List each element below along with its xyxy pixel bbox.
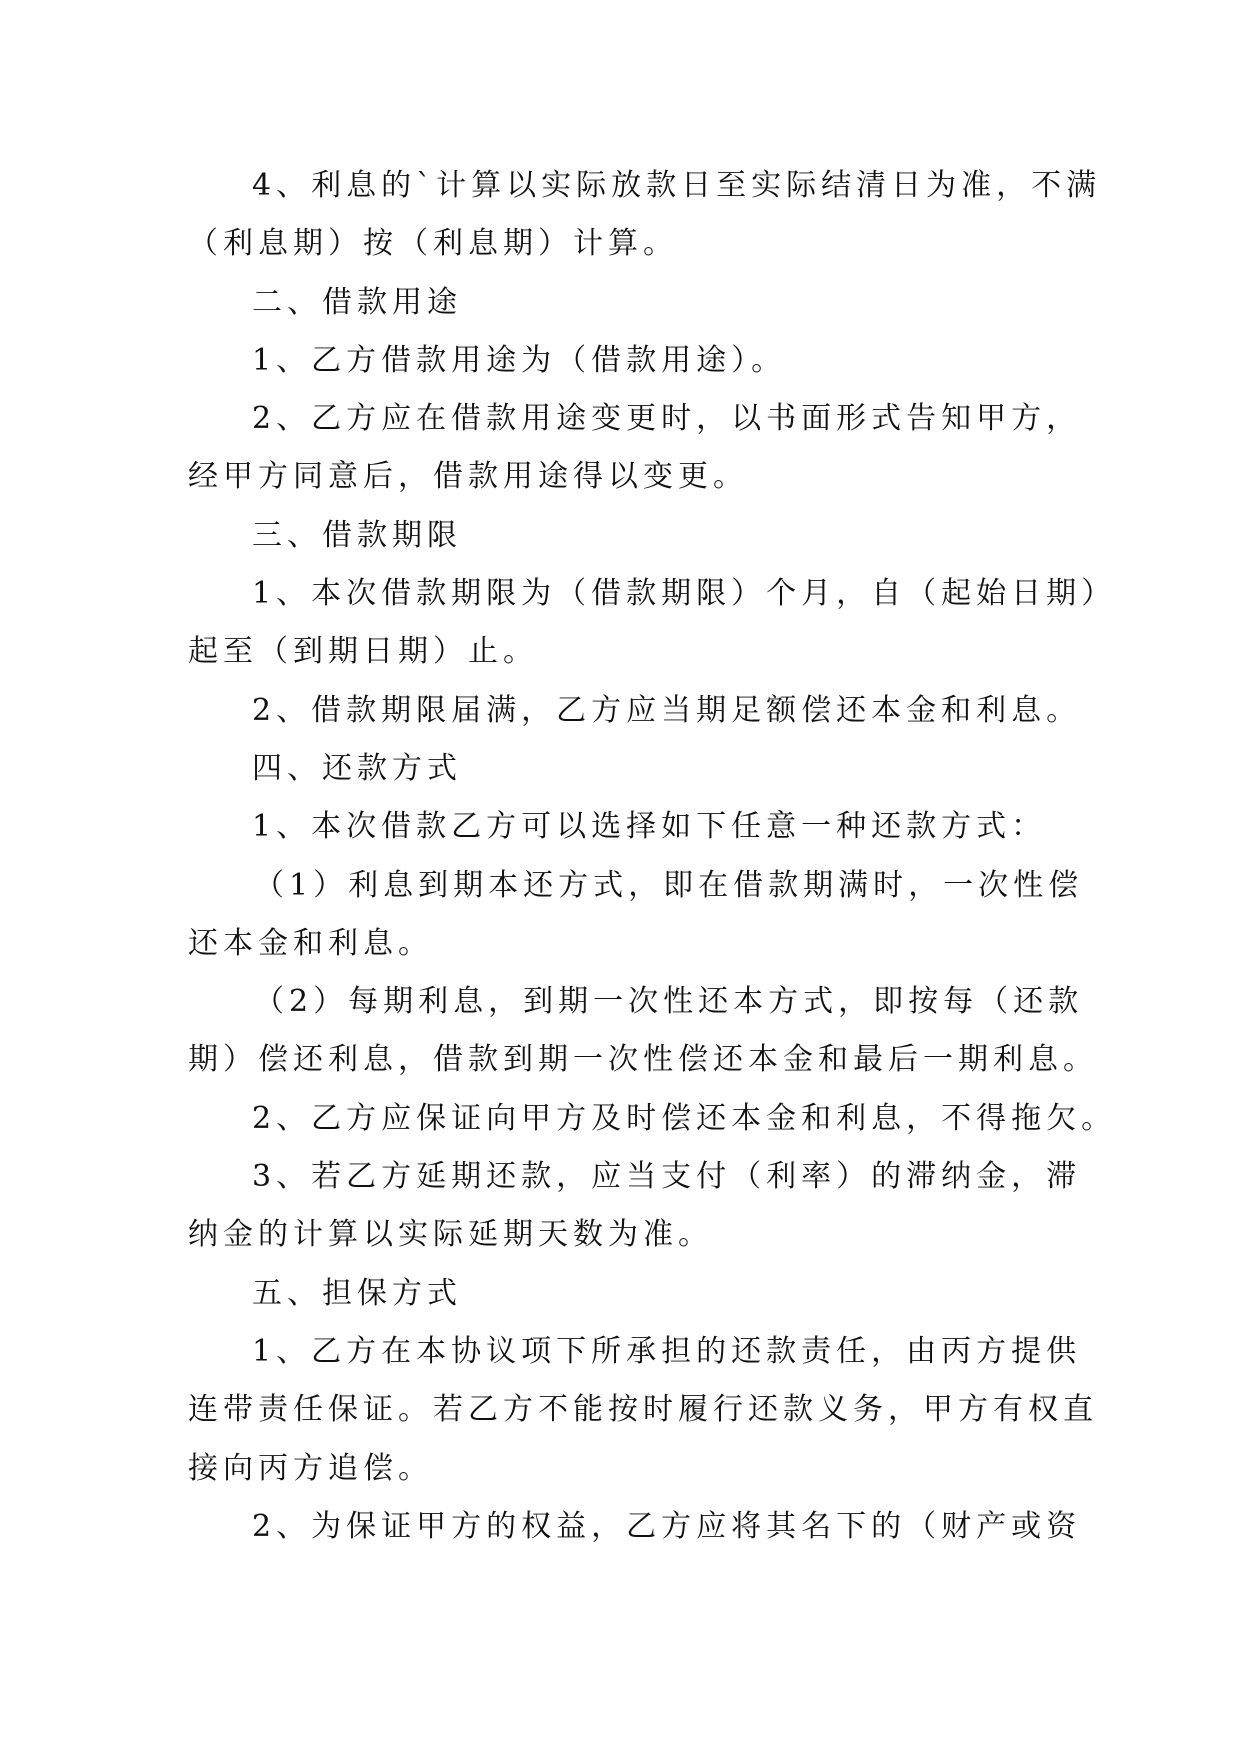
text-line: 还本金和利息。: [188, 925, 433, 961]
text-line: 1、乙方借款用途为（借款用途）。: [252, 342, 787, 378]
section-heading: 二、借款用途: [252, 284, 462, 320]
text-line: 1、乙方在本协议项下所承担的还款责任，由丙方提供: [252, 1333, 1082, 1369]
text-line: 连带责任保证。若乙方不能按时履行还款义务，甲方有权直: [188, 1392, 1098, 1428]
text-line: 2、乙方应在借款用途变更时，以书面形式告知甲方，: [252, 401, 1082, 437]
text-line: （1）利息到期本还方式，即在借款期满时，一次性偿: [254, 867, 1084, 903]
text-line: （2）每期利息，到期一次性还本方式，即按每（还款: [254, 984, 1084, 1020]
text-line: 4、利息的`计算以实际放款日至实际结清日为准，不满: [252, 168, 1102, 203]
text-line: 接向丙方追偿。: [188, 1450, 433, 1486]
text-line: 1、本次借款期限为（借款期限）个月，自（起始日期）: [252, 576, 1117, 612]
text-line: 纳金的计算以实际延期天数为准。: [188, 1217, 713, 1253]
text-line: 期）偿还利息，借款到期一次性偿还本金和最后一期利息。: [188, 1042, 1098, 1078]
text-line: 2、乙方应保证向甲方及时偿还本金和利息，不得拖欠。: [252, 1100, 1117, 1136]
text-line: 起至（到期日期）止。: [188, 634, 538, 670]
text-line: （利息期）按（利息期）计算。: [188, 226, 678, 262]
document-page: [188, 157, 1117, 1556]
text-line: 2、借款期限届满，乙方应当期足额偿还本金和利息。: [252, 692, 1082, 728]
section-heading: 四、还款方式: [252, 750, 462, 786]
section-heading: 三、借款期限: [252, 517, 462, 553]
text-line: 经甲方同意后，借款用途得以变更。: [188, 459, 748, 495]
text-line: 1、本次借款乙方可以选择如下任意一种还款方式：: [252, 809, 1047, 845]
section-heading: 五、担保方式: [252, 1275, 462, 1311]
text-line: 2、为保证甲方的权益，乙方应将其名下的（财产或资: [252, 1508, 1082, 1544]
text-line: 3、若乙方延期还款，应当支付（利率）的滞纳金，滞: [252, 1159, 1082, 1195]
